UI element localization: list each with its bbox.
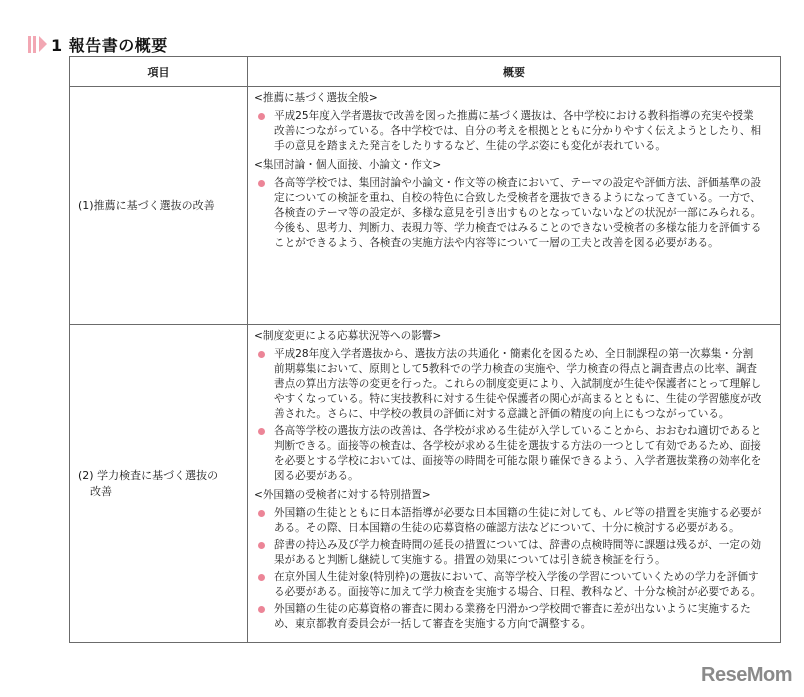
bullet-icon bbox=[258, 542, 265, 549]
bullet-text: 各高等学校の選抜方法の改善は、各学校が求める生徒が入学していることから、おおむね適切であると判断できる。面接等の検査は、各学校が求める生徒を選抜する方法の一つとして有効であるため、面接を必要とする学校においては、面接等の時間を可能な限り確保できるよう、入学者選抜業務の効率化を図る必要がある。 bbox=[274, 425, 762, 482]
row-item-label bbox=[70, 325, 248, 643]
bullet-list bbox=[254, 176, 762, 251]
list-item bbox=[254, 347, 762, 422]
list-item bbox=[254, 538, 762, 568]
row-item-label bbox=[70, 87, 248, 325]
header-item: 項目 bbox=[70, 57, 248, 87]
bullet-icon bbox=[258, 428, 265, 435]
bullet-text: 在京外国人生徒対象(特別枠)の選抜において、高等学校入学後の学習についていくための学力を評価する必要がある。面接等に加えて学力検査を実施する場合、日程、教科など、十分な検討が必要である。 bbox=[274, 571, 762, 598]
list-item bbox=[254, 424, 762, 484]
list-item bbox=[254, 109, 762, 154]
bullet-list bbox=[254, 506, 762, 632]
item-label-line: (1)推薦に基づく選抜の改善 bbox=[78, 198, 215, 212]
table-row bbox=[70, 87, 781, 325]
table-header-row bbox=[70, 57, 781, 87]
bullet-text: 外国籍の生徒とともに日本語指導が必要な日本国籍の生徒に対しても、ルビ等の措置を実施する必要がある。その際、日本国籍の生徒の応募資格の確認方法などについて、十分に検討する必要がある。 bbox=[274, 507, 762, 534]
section-heading bbox=[28, 32, 168, 56]
header-summary: 概要 bbox=[248, 57, 781, 87]
bullet-list bbox=[254, 347, 762, 484]
item-label-line: 改善 bbox=[90, 484, 112, 498]
watermark-logo: ReseMom bbox=[701, 664, 792, 686]
row-summary bbox=[248, 87, 781, 325]
bullet-text: 辞書の持込み及び学力検査時間の延長の措置については、辞書の点検時間等に課題は残るが、一定の効果があると判断し継続して実施する。措置の効果については引き続き検証を行う。 bbox=[274, 539, 762, 566]
section-title: <集団討論・個人面接、小論文・作文> bbox=[254, 159, 442, 171]
row-summary bbox=[248, 325, 781, 643]
table-row bbox=[70, 325, 781, 643]
overview-table bbox=[69, 56, 781, 643]
item-label-line: (2) 学力検査に基づく選抜の bbox=[78, 468, 219, 482]
bullet-text: 平成28年度入学者選抜から、選抜方法の共通化・簡素化を図るため、全日制課程の第一次募集・分割前期募集において、原則として5教科での学力検査の実施や、学力検査の得点と調査書点の比率、調査書点の算出方法等の変更を行った。これらの制度変更により、入試制度が生徒や保護者にとって理解しやすくなっている。特に実技教科に対する生徒や保護者の関心が高まるとともに、生徒の学習態度が改善された。さらに、中学校の教員の評価に対する意識と評価の精度の向上にもつながっている。 bbox=[274, 348, 762, 420]
list-item bbox=[254, 602, 762, 632]
section-title: <外国籍の受検者に対する特別措置> bbox=[254, 489, 431, 501]
bullet-icon bbox=[258, 113, 265, 120]
heading-title: 1 報告書の概要 bbox=[51, 35, 168, 55]
bullet-icon bbox=[258, 180, 265, 187]
list-item bbox=[254, 506, 762, 536]
bullet-icon bbox=[258, 606, 265, 613]
bullet-text: 各高等学校では、集団討論や小論文・作文等の検査において、テーマの設定や評価方法、評価基準の設定についての検証を重ね、自校の特色に合致した受検者を選抜できるようになってきている。一方で、各検査のテーマ等の設定が、多様な意見を引き出すものとなっていないなどの状況が一部にみられる。今後も、思考力、判断力、表現力等、学力検査ではみることのできない受検者の多様な能力を評価することができるよう、各検査の実施方法や内容等について一層の工夫と改善を図る必要がある。 bbox=[274, 177, 762, 249]
list-item bbox=[254, 176, 762, 251]
bullet-icon bbox=[258, 510, 265, 517]
bullet-icon bbox=[258, 574, 265, 581]
heading-marker-icon bbox=[28, 36, 47, 53]
section-title: <推薦に基づく選抜全般> bbox=[254, 92, 378, 104]
list-item bbox=[254, 570, 762, 600]
bullet-list bbox=[254, 109, 762, 154]
bullet-text: 平成25年度入学者選抜で改善を図った推薦に基づく選抜は、各中学校における教科指導の充実や授業改善につながっている。各中学校では、自分の考えを根拠とともに分かりやすく伝えようとしたり、相手の意見を踏まえた発言をしたりするなど、生徒の学ぶ姿にも変化が表れている。 bbox=[274, 110, 762, 152]
bullet-text: 外国籍の生徒の応募資格の審査に関わる業務を円滑かつ学校間で審査に差が出ないように実施するため、東京都教育委員会が一括して審査を実施する方向で調整する。 bbox=[274, 603, 751, 630]
section-title: <制度変更による応募状況等への影響> bbox=[254, 330, 442, 342]
bullet-icon bbox=[258, 351, 265, 358]
